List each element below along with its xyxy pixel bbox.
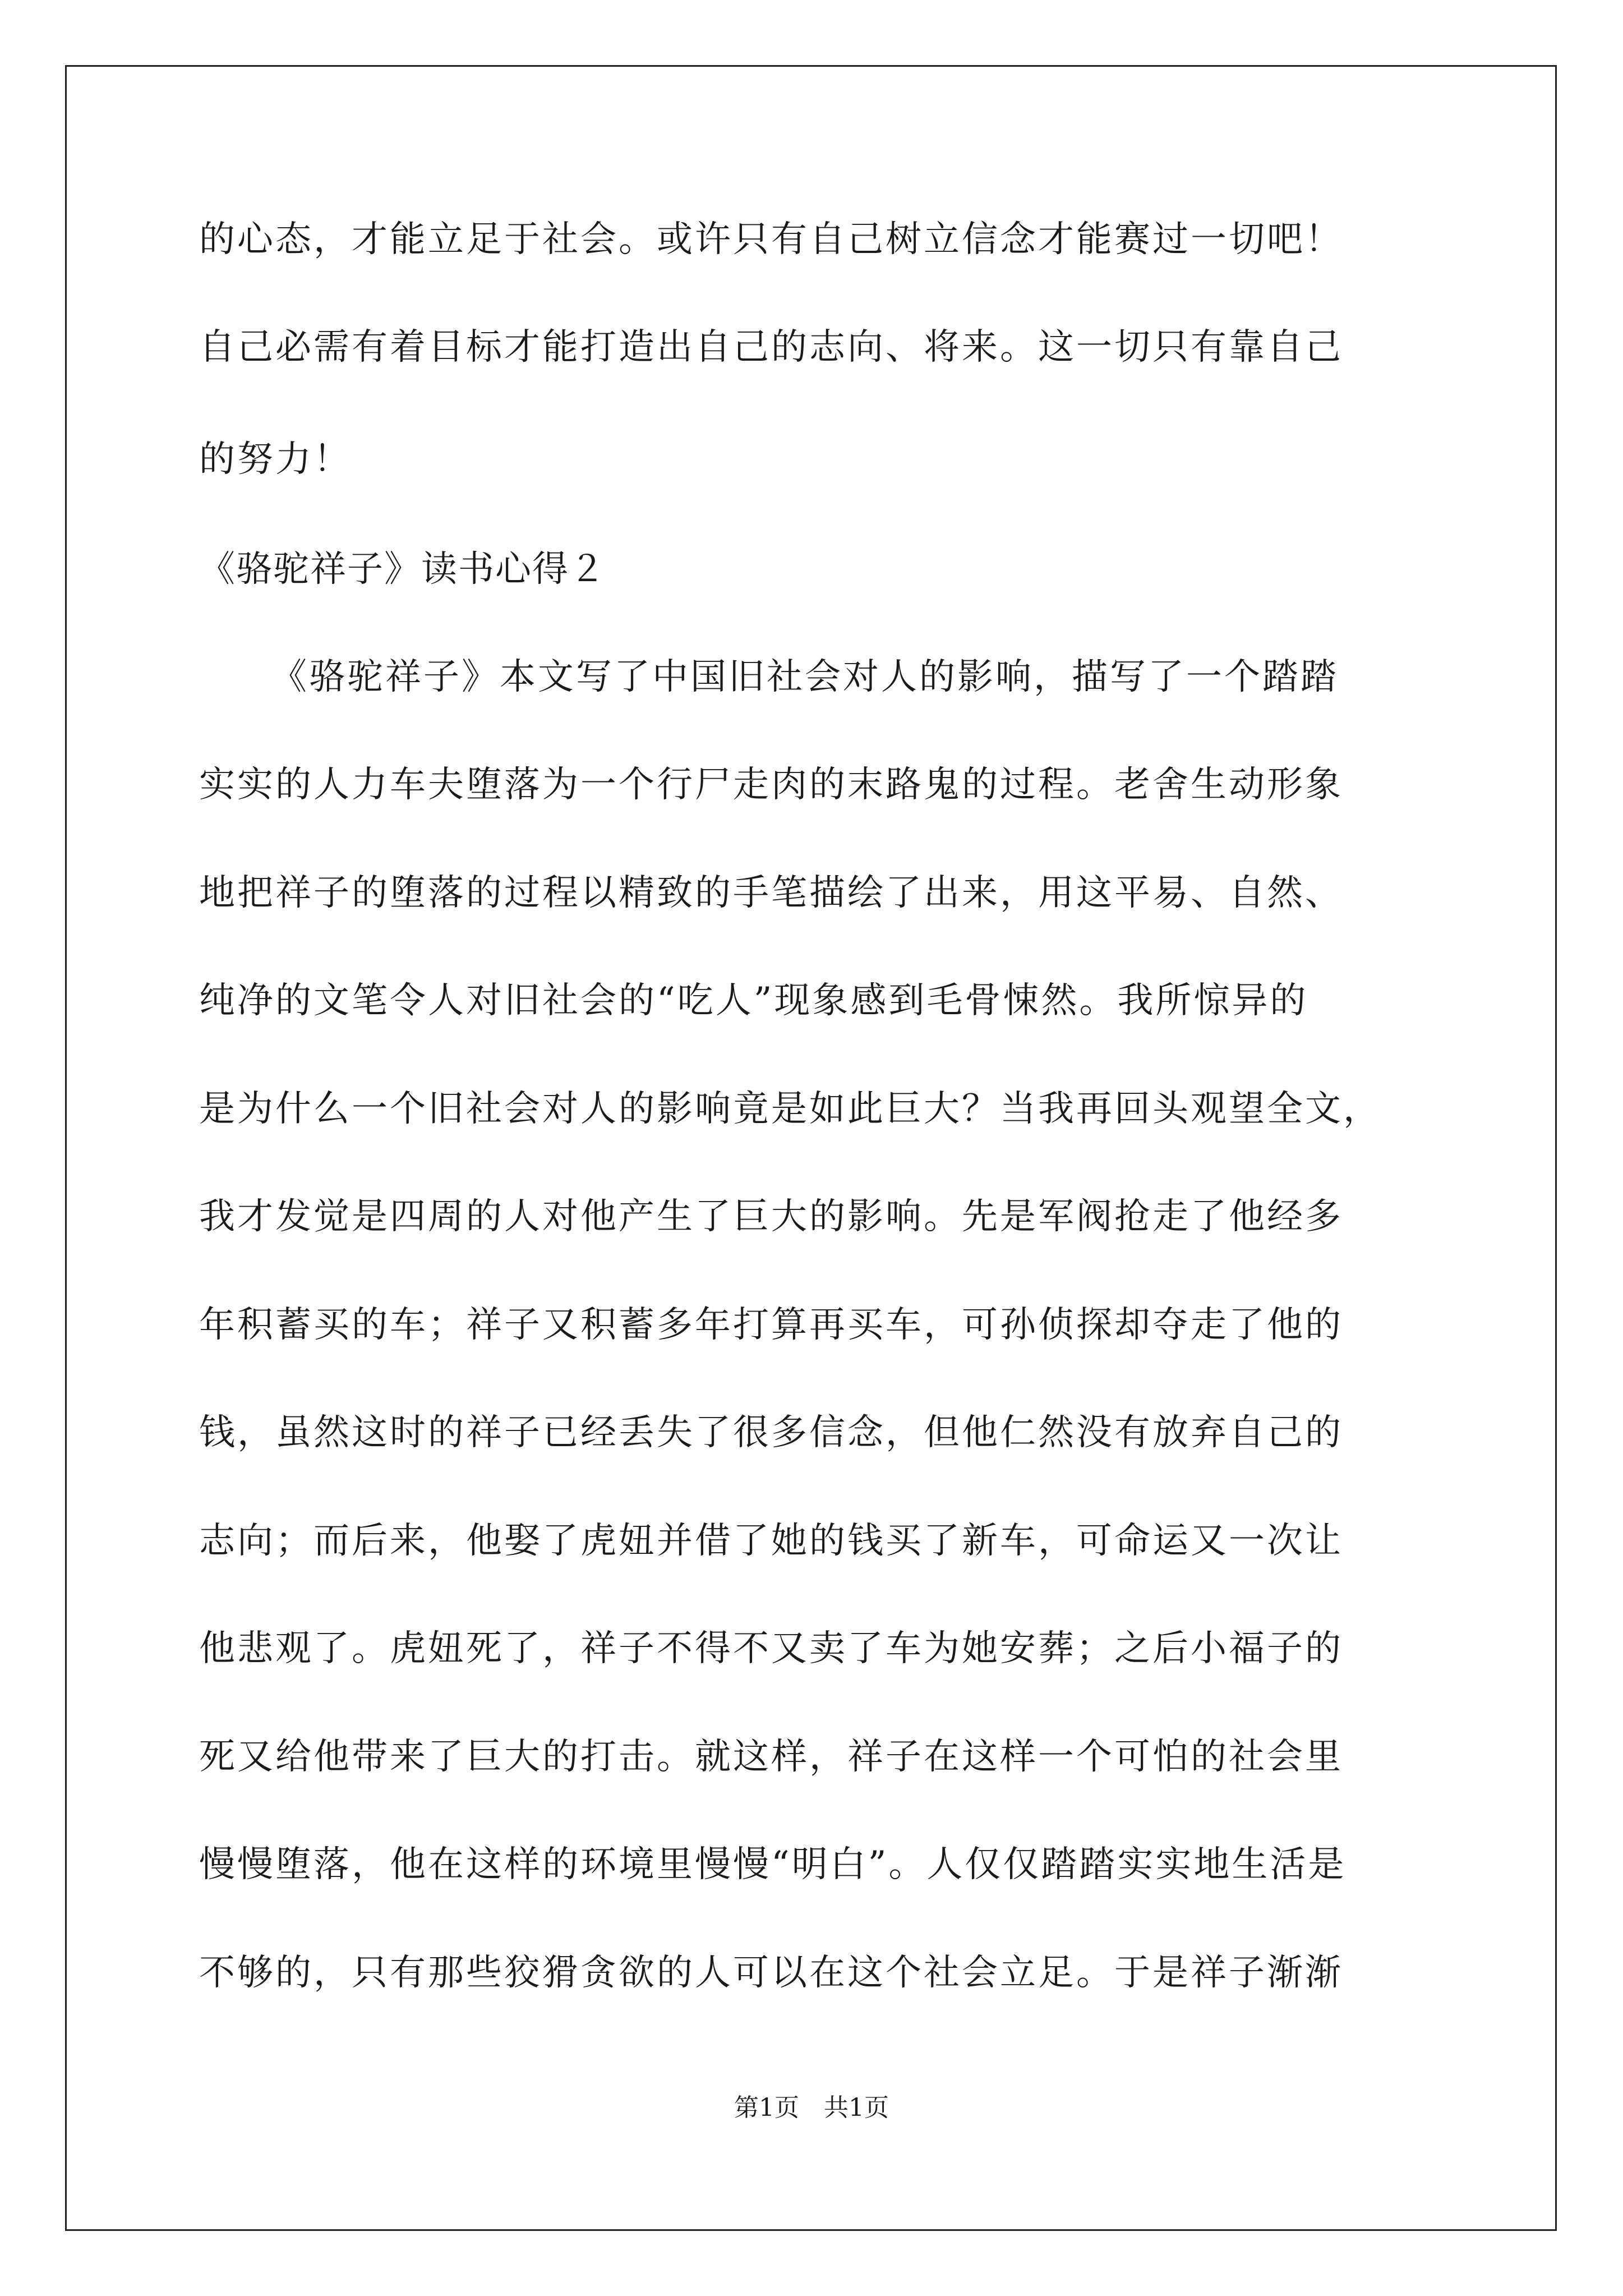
paragraph-line: 是为什么一个旧社会对人的影响竟是如此巨大？当我再回头观望全文， [199, 1088, 1381, 1130]
paragraph-line: 实实的人力车夫堕落为一个行尸走肉的末路鬼的过程。老舍生动形象 [199, 764, 1343, 806]
paragraph-line: 志向；而后来，他娶了虎妞并借了她的钱买了新车，可命运又一次让 [199, 1520, 1343, 1562]
text-line: 的努力！ [199, 439, 352, 480]
paragraph-line: 不够的，只有那些狡猾贪欲的人可以在这个社会立足。于是祥子渐渐 [199, 1952, 1343, 1994]
paragraph-line: 钱，虽然这时的祥子已经丢失了很多信念，但他仁然没有放弃自己的 [199, 1412, 1343, 1453]
paragraph-line: 我才发觉是四周的人对他产生了巨大的影响。先是军阀抢走了他经多 [199, 1196, 1343, 1237]
paragraph-line: 《骆驼祥子》本文写了中国旧社会对人的影响，描写了一个踏踏 [271, 656, 1339, 698]
paragraph-line: 他悲观了。虎妞死了，祥子不得不又卖了车为她安葬；之后小福子的 [199, 1628, 1343, 1669]
page-border [65, 65, 1557, 2231]
paragraph-line: 纯净的文笔令人对旧社会的“吃人”现象感到毛骨悚然。我所惊异的 [199, 980, 1308, 1022]
paragraph-line: 慢慢堕落，他在这样的环境里慢慢“明白”。人仅仅踏踏实实地生活是 [199, 1844, 1347, 1885]
text-line: 自己必需有着目标才能打造出自己的志向、将来。这一切只有靠自己 [199, 326, 1343, 368]
paragraph-line: 死又给他带来了巨大的打击。就这样，祥子在这样一个可怕的社会里 [199, 1736, 1343, 1778]
section-title: 《骆驼祥子》读书心得２ [199, 549, 606, 590]
paragraph-line: 年积蓄买的车；祥子又积蓄多年打算再买车，可孙侦探却夺走了他的 [199, 1304, 1343, 1346]
paragraph-line: 地把祥子的堕落的过程以精致的手笔描绘了出来，用这平易、自然、 [199, 872, 1343, 914]
page-footer: 第1页 共1页 [734, 2093, 889, 2122]
text-line: 的心态，才能立足于社会。或许只有自己树立信念才能赛过一切吧！ [199, 219, 1343, 260]
